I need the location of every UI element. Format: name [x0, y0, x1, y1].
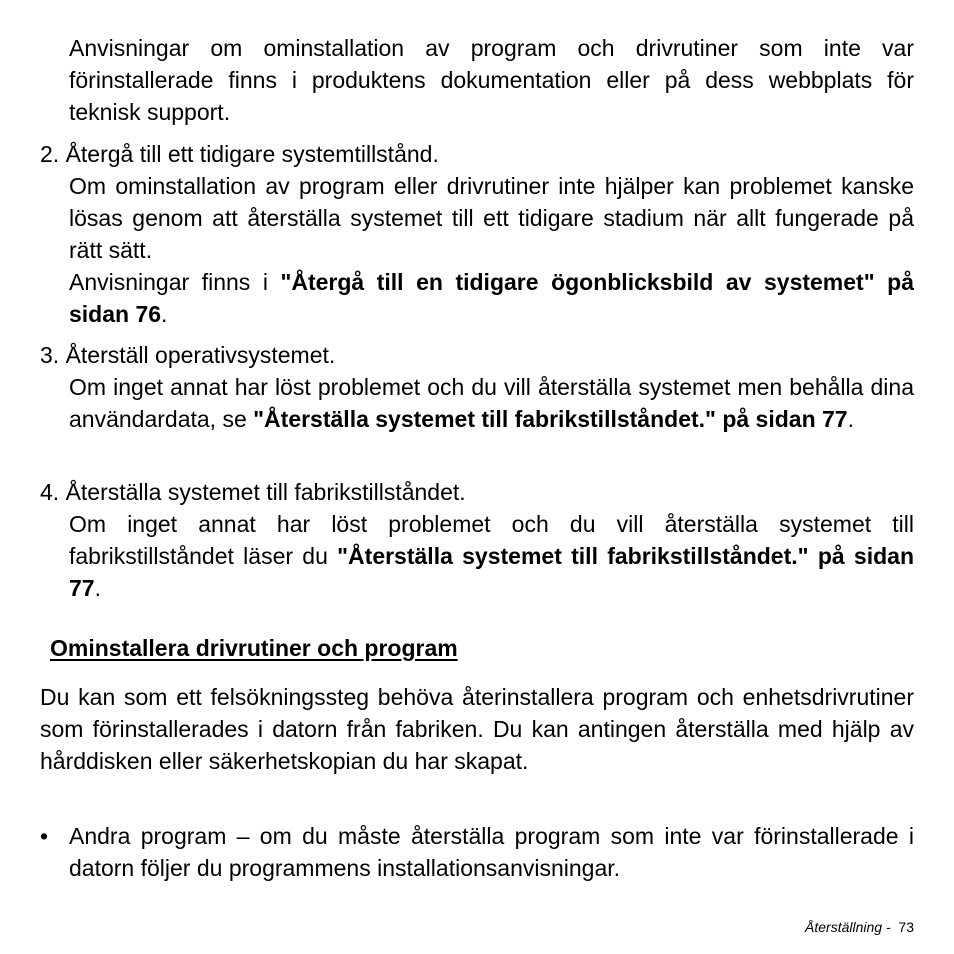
bullet-item: Andra program – om du måste återställa program som inte var förinstallerade i datorn följer du programmens installationsanvisningar. [69, 823, 914, 881]
step-4-body [69, 508, 914, 604]
bullet-icon: • [40, 823, 49, 849]
step-3-body-prefix: Om inget annat har löst problemet och du vill återställa systemet men behålla dina användardata, se [69, 374, 914, 432]
step-2-ref-link: "Återgå till en tidigare ögonblicksbild av systemet" på sidan 76 [69, 269, 914, 327]
step-4-body-suffix: . [94, 575, 101, 601]
step-3-title: 3. Återställ operativsystemet. [40, 342, 336, 368]
footer-section-label: Återställning - [805, 919, 891, 935]
step-3-ref-link: "Återställa systemet till fabrikstillståndet." på sidan 77 [253, 406, 848, 432]
page-number: 73 [898, 919, 914, 935]
section-paragraph: Du kan som ett felsökningssteg behöva återinstallera program och enhetsdrivrutiner som förinstallerades i datorn från fabriken. Du kan antingen återställa med hjälp av hårddisken eller säkerhetskopian du har skapat. [40, 684, 914, 774]
section-heading: Ominstallera drivrutiner och program [50, 635, 458, 661]
intro-paragraph: Anvisningar om ominstallation av program och drivrutiner som inte var förinstallerade finns i produktens dokumentation eller på dess webbplats för teknisk support. [69, 35, 914, 125]
step-3-body-suffix: . [847, 406, 854, 432]
step-2-title: 2. Återgå till ett tidigare systemtillstånd. [40, 141, 439, 167]
step-2-body: Om ominstallation av program eller drivrutiner inte hjälper kan problemet kanske lösas genom att återställa systemet till ett tidigare stadium när allt fungerade på rätt sätt. [69, 173, 914, 263]
step-2-ref-suffix: . [161, 301, 168, 327]
step-3-body [69, 371, 914, 435]
page-footer [805, 917, 914, 937]
step-2-reference [69, 266, 914, 330]
step-4-body-prefix: Om inget annat har löst problemet och du vill återställa systemet till fabrikstillståndet läser du [69, 511, 914, 569]
step-4-title: 4. Återställa systemet till fabrikstillståndet. [40, 479, 466, 505]
step-4-ref-link: "Återställa systemet till fabrikstillståndet." på sidan 77 [69, 543, 914, 601]
step-2-ref-prefix: Anvisningar finns i [69, 269, 281, 295]
